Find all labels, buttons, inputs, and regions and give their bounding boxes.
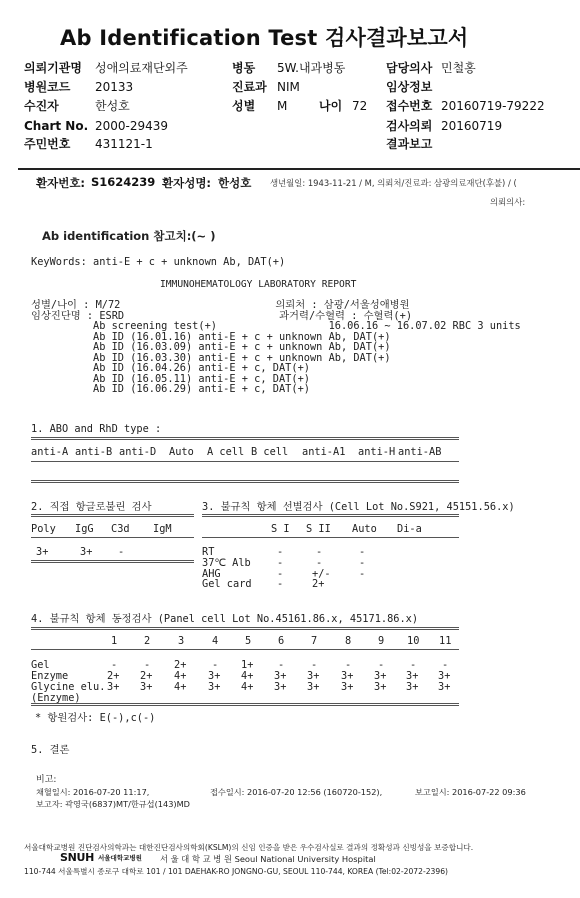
lab-report-title: IMMUNOHEMATOLOGY LABORATORY REPORT [160, 279, 357, 290]
dat-header-cell: C3d [111, 523, 130, 535]
panel-value-cell: 3+ [307, 681, 320, 693]
screen-value-cell: - [359, 567, 366, 580]
antigen-note: * 항원검사: E(-),c(-) [35, 712, 156, 724]
section1-title: 1. ABO and RhD type : [31, 423, 162, 435]
screen-row-label: 37℃ Alb [202, 556, 251, 569]
panel-column-header: 2 [144, 635, 151, 647]
history-line: Ab ID (16.04.26) anti-E + c, DAT(+) [31, 362, 310, 374]
screen-value-cell: - [316, 546, 323, 558]
value-accession: 20160719-79222 [441, 99, 545, 113]
panel-value-cell: 2+ [174, 659, 187, 671]
panel-value-cell: 3+ [438, 670, 451, 682]
conclusion-heading: 5. 결론 [31, 744, 70, 756]
panel-column-header: 11 [439, 635, 452, 647]
label-hospital-code: 병원코드 [24, 80, 71, 94]
receipt-time: 접수일시: 2016-07-20 12:56 (160720-152), [210, 787, 383, 797]
label-clinical-info: 임상정보 [386, 80, 433, 94]
hospital-address: 110-744 서울특별시 종로구 대학로 101 / 101 DAEHAK-RO JONGNO-GU, SEOUL 110-744, KOREA (Tel:02-2072-2396) [24, 867, 448, 876]
abo-header-cell: A cell [207, 446, 245, 458]
label-ward: 병동 [232, 61, 256, 75]
section1-rule-bottom [31, 480, 459, 483]
section2-rule-mid [31, 537, 194, 538]
patient-info: 생년월일: 1943-11-21 / M, 의뢰처/진료과: 삼광의료재단(후불) / ( [270, 178, 517, 188]
section4-title: 4. 불규칙 항체 동정검사 (Panel cell Lot No.45161.86.x, 45171.86.x) [31, 613, 419, 625]
screen-row-label: RT [202, 546, 215, 558]
dat-header-cell: Poly [31, 523, 56, 535]
dat-header-cell: IgG [75, 523, 94, 535]
label-patient: 수진자 [24, 99, 59, 113]
panel-value-cell: 2+ [107, 670, 120, 682]
panel-value-cell: 2+ [140, 670, 153, 682]
panel-value-cell: 3+ [107, 681, 120, 693]
patient-name-label: 환자성명: [162, 176, 212, 190]
value-sex: M [277, 99, 288, 113]
screen-row-label: Gel card [202, 578, 252, 591]
remark-label: 비고: [36, 775, 57, 785]
report-title: Ab Identification Test 검사결과보고서 [60, 26, 469, 50]
report-time: 보고일시: 2016-07-22 09:36 [415, 787, 526, 797]
history-line: Ab ID (16.03.09) anti-E + c + unknown Ab, DAT(+) [31, 341, 391, 353]
history-line: 성별/나이 : M/72 의뢰처 : 삼광/서울성애병원 [31, 299, 410, 311]
panel-value-cell: - [345, 659, 352, 671]
panel-column-header: 8 [345, 635, 352, 647]
reference-title: Ab identification 참고치:(~ ) [42, 229, 216, 243]
panel-column-header: 5 [245, 635, 252, 647]
value-department: NIM [277, 80, 300, 94]
panel-column-header: 7 [311, 635, 318, 647]
hospital-name: 서 울 대 학 교 병 원 Seoul National University Hospital [160, 854, 376, 864]
section4-rule-mid [31, 649, 459, 650]
abo-header-cell: anti-A [31, 446, 69, 458]
panel-value-cell: 4+ [241, 670, 254, 682]
panel-value-cell: - [212, 659, 219, 671]
section4-rule-top [31, 627, 459, 630]
panel-value-cell: 3+ [374, 681, 387, 693]
abo-header-cell: anti-B [75, 446, 113, 458]
section1-rule-top [31, 437, 459, 440]
reporter: 보고자: 곽영국(6837)MT/한규섭(143)MD [36, 799, 190, 809]
panel-column-header: 3 [178, 635, 185, 647]
section2-rule-bottom [31, 560, 194, 563]
dat-value-cell: 3+ [36, 546, 49, 558]
screen-value-cell: - [277, 556, 284, 569]
value-hospital-code: 20133 [95, 80, 134, 94]
abo-header-cell: anti-H [358, 446, 396, 458]
panel-value-cell: 3+ [374, 670, 387, 682]
sheet-top-rule [18, 168, 580, 170]
screen-value-cell: - [277, 546, 284, 558]
panel-value-cell: 3+ [208, 681, 221, 693]
panel-column-header: 9 [378, 635, 385, 647]
label-institution: 의뢰기관명 [24, 61, 82, 75]
panel-value-cell: 3+ [274, 681, 287, 693]
value-patient: 한성호 [95, 99, 130, 113]
history-line: 임상진단명 : ESRD 과거력/수혈력 : 수혈력(+) [31, 309, 413, 322]
value-chart-no: 2000-29439 [95, 119, 169, 133]
panel-column-header: 10 [407, 635, 420, 647]
history-line: Ab screening test(+) 16.06.16 ~ 16.07.02 RBC 3 units [31, 320, 521, 332]
label-age: 나이 [319, 99, 343, 113]
abo-header-cell: anti-D [119, 446, 157, 458]
history-line: Ab ID (16.06.29) anti-E + c, DAT(+) [31, 383, 310, 395]
keywords: KeyWords: anti-E + c + unknown Ab, DAT(+) [31, 256, 286, 268]
label-department: 진료과 [232, 80, 267, 94]
screen-value-cell: - [316, 556, 323, 569]
value-age: 72 [352, 99, 368, 113]
panel-value-cell: 3+ [307, 670, 320, 682]
panel-value-cell: - [378, 659, 385, 671]
screen-header-cell: S II [306, 523, 331, 535]
patient-id-label: 환자번호: [36, 176, 86, 190]
screen-header-cell: Di-a [397, 523, 422, 535]
dat-value-cell: 3+ [80, 546, 93, 558]
panel-value-cell: 1+ [241, 659, 254, 671]
panel-column-header: 4 [212, 635, 219, 647]
value-institution: 성애의료재단외주 [95, 61, 188, 75]
panel-value-cell: - [278, 659, 285, 671]
dat-value-cell: - [118, 546, 125, 558]
panel-value-cell: 4+ [241, 681, 254, 693]
panel-row-label: Enzyme [31, 670, 69, 682]
panel-value-cell: 3+ [341, 670, 354, 682]
section4-rule-bottom [31, 703, 459, 706]
section3-rule-top [202, 514, 459, 517]
screen-value-cell: 2+ [312, 578, 325, 591]
panel-value-cell: 3+ [438, 681, 451, 693]
label-sex: 성별 [232, 99, 256, 113]
abo-header-cell: anti-AB [398, 446, 442, 458]
value-request-date: 20160719 [441, 119, 503, 133]
abo-header-cell: anti-A1 [302, 446, 346, 458]
panel-row-note: (Enzyme) [31, 692, 81, 704]
panel-value-cell: - [144, 659, 151, 671]
referring-doctor: 의뢰의사: [490, 197, 526, 207]
screen-value-cell: - [277, 578, 284, 591]
screen-header-cell: Auto [352, 523, 377, 535]
screen-value-cell: - [359, 556, 366, 569]
panel-value-cell: 3+ [274, 670, 287, 682]
section2-rule-top [31, 514, 194, 517]
history-line: Ab ID (16.05.11) anti-E + c, DAT(+) [31, 372, 310, 385]
history-line: Ab ID (16.03.30) anti-E + c + unknown Ab, DAT(+) [31, 351, 391, 364]
history-line: Ab ID (16.01.16) anti-E + c + unknown Ab, DAT(+) [31, 330, 391, 343]
dat-header-cell: IgM [153, 523, 172, 535]
screen-value-cell: +/- [312, 567, 331, 580]
value-doctor: 민철홍 [441, 61, 476, 75]
hospital-logo-subtext: 서울대학교병원 [98, 854, 142, 862]
panel-value-cell: - [442, 659, 449, 671]
screen-row-label: AHG [202, 567, 221, 580]
label-resident-no: 주민번호 [24, 137, 71, 151]
panel-row-label: Gel [31, 659, 50, 671]
panel-value-cell: 4+ [174, 670, 187, 682]
section3-rule-mid [202, 537, 459, 538]
label-accession: 접수번호 [386, 99, 433, 113]
panel-value-cell: 3+ [406, 670, 419, 682]
abo-header-cell: B cell [251, 446, 289, 458]
section3-title: 3. 불규칙 항체 선별검사 (Cell Lot No.S921, 45151.56.x) [202, 501, 515, 513]
label-chart-no: Chart No. [24, 119, 89, 133]
value-resident-no: 431121-1 [95, 137, 153, 151]
panel-value-cell: - [111, 659, 118, 671]
hospital-logo-text: SNUH [60, 851, 95, 864]
panel-value-cell: 3+ [208, 670, 221, 682]
screen-value-cell: - [277, 567, 284, 580]
panel-column-header: 6 [278, 635, 285, 647]
panel-value-cell: 3+ [406, 681, 419, 693]
section2-title: 2. 직접 항글로불린 검사 [31, 501, 152, 513]
panel-row-label: Glycine elu. [31, 681, 106, 693]
certification-text: 서울대학교병원 진단검사의학과는 대한진단검사의학회(KSLM)의 신임 인증을 받은 우수검사실로 결과의 정확성과 신빙성을 보증합니다. [24, 843, 474, 852]
screen-header-cell: S I [271, 523, 290, 535]
value-ward: 5W.내과병동 [277, 61, 346, 75]
label-result-report: 결과보고 [386, 137, 433, 151]
label-doctor: 담당의사 [386, 61, 433, 75]
panel-value-cell: - [410, 659, 417, 671]
section1-rule-mid [31, 461, 459, 462]
panel-value-cell: 3+ [341, 681, 354, 693]
collection-time: 채혈일시: 2016-07-20 11:17, [36, 787, 150, 797]
panel-value-cell: 4+ [174, 681, 187, 693]
abo-header-cell: Auto [169, 446, 194, 458]
panel-value-cell: 3+ [140, 681, 153, 693]
patient-name-value: 한성호 [218, 176, 252, 190]
patient-id-value: S1624239 [91, 175, 156, 189]
screen-value-cell: - [359, 546, 366, 558]
panel-value-cell: - [311, 659, 318, 671]
panel-column-header: 1 [111, 635, 118, 647]
label-request-date: 검사의뢰 [386, 119, 433, 133]
